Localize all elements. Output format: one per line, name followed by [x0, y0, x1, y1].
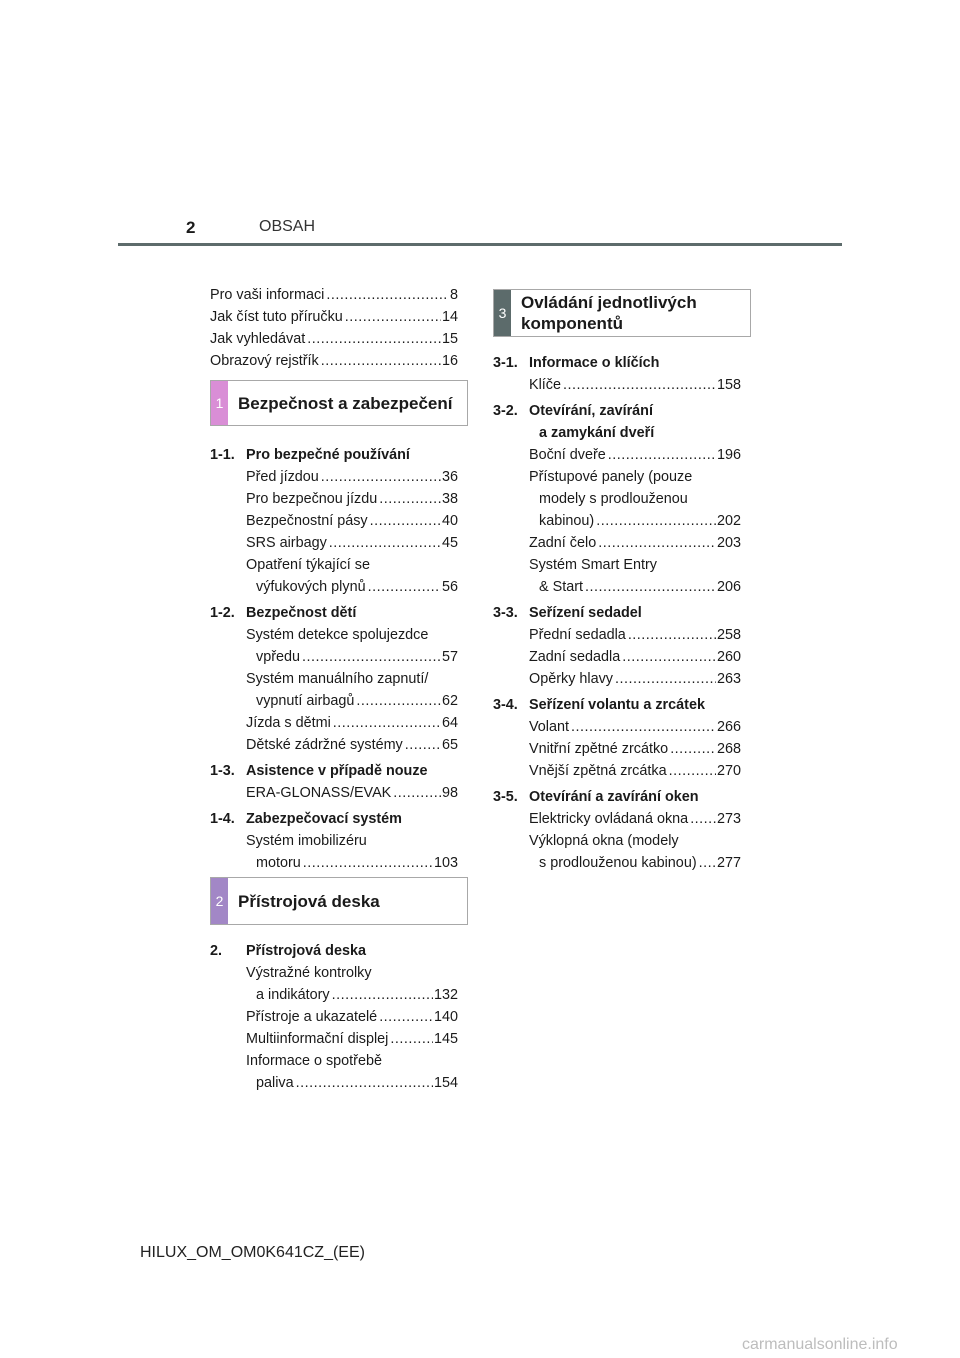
section-number: 3-1. [493, 355, 518, 371]
section-heading[interactable] [210, 760, 458, 782]
toc-entry-label: vypnutí airbagů [256, 693, 355, 709]
toc-entry-label: Přístupové panely (pouze [529, 469, 693, 485]
toc-entry-label: Dětské zádržné systémy [246, 737, 403, 753]
dot-leader [622, 646, 716, 668]
section-title: Bezpečnost dětí [246, 605, 357, 621]
toc-page-number: 40 [441, 513, 458, 529]
dot-leader [379, 1006, 433, 1028]
toc-page-number: 64 [441, 715, 458, 731]
section-title: Přístrojová deska [246, 943, 366, 959]
toc-page-number: 16 [441, 353, 458, 369]
toc-page-number: 277 [716, 855, 741, 871]
toc-entry-label: Přední sedadla [529, 627, 626, 643]
toc-entry-label: Informace o spotřebě [246, 1053, 382, 1069]
section-number: 3-4. [493, 697, 518, 713]
dot-leader [571, 716, 716, 738]
toc-page-number: 8 [449, 287, 458, 303]
dot-leader [356, 690, 441, 712]
toc-page-number: 57 [441, 649, 458, 665]
section-number: 1-4. [210, 811, 235, 827]
toc-entry-label: Klíče [529, 377, 561, 393]
toc-page-number: 260 [716, 649, 741, 665]
section-heading[interactable] [493, 694, 741, 716]
toc-page-number: 203 [716, 535, 741, 551]
toc-page-number: 38 [441, 491, 458, 507]
section-title: Seřízení volantu a zrcátek [529, 697, 705, 713]
dot-leader [379, 488, 441, 510]
toc-entry-label: Zadní čelo [529, 535, 597, 551]
toc-entry[interactable] [246, 668, 458, 712]
toc-page-number: 140 [433, 1009, 458, 1025]
toc-entry-label: Systém manuálního zapnutí/ [246, 671, 429, 687]
toc-entry[interactable] [246, 1050, 458, 1094]
dot-leader [598, 532, 716, 554]
section-heading[interactable] [493, 786, 741, 808]
chapter-2-header [210, 877, 468, 925]
dot-leader [669, 760, 716, 782]
chapter-2-tab: 2 [211, 878, 228, 924]
section-heading[interactable] [210, 444, 458, 466]
chapter-2-sections [210, 936, 458, 1094]
chapter-3-title: Ovládání jednotlivých komponentů [521, 293, 697, 333]
dot-leader [329, 532, 441, 554]
toc-entry[interactable] [529, 716, 741, 738]
section-number: 3-2. [493, 403, 518, 419]
chapter-3-tab: 3 [494, 290, 511, 336]
toc-entry-label: Multiinformační displej [246, 1031, 389, 1047]
document-code-footer: HILUX_OM_OM0K641CZ_(EE) [140, 1244, 365, 1261]
toc-entry-label: Vnitřní zpětné zrcátko [529, 741, 669, 757]
dot-leader [333, 712, 441, 734]
toc-entry[interactable] [529, 808, 741, 830]
toc-page-number: 45 [441, 535, 458, 551]
dot-leader [326, 284, 449, 306]
section-title-continued: a zamykání dveří [539, 425, 655, 441]
section-heading[interactable] [493, 400, 741, 422]
section-title: Otevírání, zavírání [529, 403, 653, 419]
section-heading[interactable] [210, 808, 458, 830]
toc-entry[interactable] [529, 760, 741, 782]
toc-page-number: 263 [716, 671, 741, 687]
toc-entry-label: kabinou) [539, 513, 595, 529]
chapter-1-title: Bezpečnost a zabezpečení [238, 393, 453, 413]
toc-page-number: 62 [441, 693, 458, 709]
section-heading[interactable] [210, 940, 458, 962]
toc-entry-label: Jízda s dětmi [246, 715, 331, 731]
section-heading[interactable] [210, 602, 458, 624]
toc-entry-label: modely s prodlouženou [539, 491, 688, 507]
toc-entry-label: Jak číst tuto příručku [210, 309, 343, 325]
dot-leader [332, 984, 433, 1006]
toc-page-number: 270 [716, 763, 741, 779]
toc-entry-label: Obrazový rejstřík [210, 353, 319, 369]
section-title: Seřízení sedadel [529, 605, 642, 621]
toc-entry-label: Před jízdou [246, 469, 319, 485]
toc-entry-label: Systém detekce spolujezdce [246, 627, 429, 643]
toc-page-number: 132 [433, 987, 458, 1003]
toc-page-number: 145 [433, 1031, 458, 1047]
toc-entry[interactable] [210, 284, 458, 306]
toc-entry-label: Elektricky ovládaná okna [529, 811, 689, 827]
toc-entry[interactable] [529, 374, 741, 396]
toc-entry[interactable] [246, 830, 458, 874]
toc-entry[interactable] [246, 532, 458, 554]
dot-leader [596, 510, 716, 532]
toc-page-number: 154 [433, 1075, 458, 1091]
toc-entry-label: paliva [256, 1075, 294, 1091]
toc-entry[interactable] [529, 444, 741, 466]
toc-page-number: 98 [441, 785, 458, 801]
section-number: 3-3. [493, 605, 518, 621]
chapter-3-header [493, 289, 751, 337]
toc-page-number: 158 [716, 377, 741, 393]
toc-left-column [210, 284, 458, 372]
toc-entry[interactable] [210, 306, 458, 328]
header-rule [118, 243, 842, 246]
toc-entry[interactable] [529, 646, 741, 668]
dot-leader [321, 466, 441, 488]
dot-leader [296, 1072, 433, 1094]
intro-list [210, 284, 458, 372]
dot-leader [302, 646, 441, 668]
toc-entry[interactable] [246, 782, 458, 804]
toc-page-number: 65 [441, 737, 458, 753]
dot-leader [690, 808, 716, 830]
toc-page-number: 103 [433, 855, 458, 871]
toc-entry-label: Zadní sedadla [529, 649, 621, 665]
toc-entry[interactable] [246, 488, 458, 510]
toc-entry-label: Jak vyhledávat [210, 331, 306, 347]
dot-leader [307, 328, 441, 350]
toc-entry-label: Bezpečnostní pásy [246, 513, 368, 529]
dot-leader [370, 510, 441, 532]
toc-entry-label: Systém imobilizéru [246, 833, 367, 849]
toc-page-number: 268 [716, 741, 741, 757]
toc-page-number: 14 [441, 309, 458, 325]
toc-entry[interactable] [529, 554, 741, 598]
toc-entry[interactable] [529, 466, 741, 532]
toc-entry-label: Opatření týkající se [246, 557, 370, 573]
dot-leader [345, 306, 441, 328]
chapter-2-title: Přístrojová deska [238, 891, 380, 911]
toc-page-number: 258 [716, 627, 741, 643]
section-title: Zabezpečovací systém [246, 811, 402, 827]
dot-leader [321, 350, 441, 372]
toc-page-number: 273 [716, 811, 741, 827]
toc-entry[interactable] [529, 532, 741, 554]
section-heading[interactable] [493, 352, 741, 374]
toc-page-number: 56 [441, 579, 458, 595]
toc-entry-label: Vnější zpětná zrcátka [529, 763, 667, 779]
chapter-1-tab: 1 [211, 381, 228, 425]
toc-entry[interactable] [529, 624, 741, 646]
toc-entry[interactable] [529, 738, 741, 760]
toc-entry-label: vpředu [256, 649, 301, 665]
toc-entry-label: Systém Smart Entry [529, 557, 657, 573]
toc-entry-label: & Start [539, 579, 583, 595]
toc-entry-label: Výstražné kontrolky [246, 965, 372, 981]
toc-entry[interactable] [529, 830, 741, 874]
toc-entry-label: Pro bezpečnou jízdu [246, 491, 378, 507]
toc-entry-label: Boční dveře [529, 447, 606, 463]
section-number: 1-3. [210, 763, 235, 779]
section-title: Informace o klíčích [529, 355, 660, 371]
dot-leader [670, 738, 716, 760]
toc-entry-label: s prodlouženou kabinou) [539, 855, 697, 871]
toc-entry[interactable] [246, 510, 458, 532]
dot-leader [615, 668, 716, 690]
toc-entry-label: ERA-GLONASS/EVAK [246, 785, 392, 801]
toc-page-number: 15 [441, 331, 458, 347]
dot-leader [390, 1028, 433, 1050]
dot-leader [699, 852, 716, 874]
section-number: 3-5. [493, 789, 518, 805]
dot-leader [628, 624, 716, 646]
section-title: Pro bezpečné používání [246, 447, 410, 463]
toc-entry-label: výfukových plynů [256, 579, 366, 595]
section-title: Asistence v případě nouze [246, 763, 428, 779]
section-number: 1-1. [210, 447, 235, 463]
toc-entry[interactable] [246, 554, 458, 598]
toc-entry[interactable] [246, 1006, 458, 1028]
toc-entry-label: Pro vaši informaci [210, 287, 325, 303]
dot-leader [608, 444, 716, 466]
toc-entry[interactable] [210, 328, 458, 350]
chapter-1-header [210, 380, 468, 426]
chapter-3-sections [493, 348, 741, 874]
toc-entry[interactable] [210, 350, 458, 372]
toc-entry[interactable] [246, 624, 458, 668]
toc-entry-label: Opěrky hlavy [529, 671, 613, 687]
toc-entry[interactable] [246, 466, 458, 488]
toc-entry-label: Výklopná okna (modely [529, 833, 679, 849]
toc-entry[interactable] [246, 962, 458, 1006]
toc-entry-label: Přístroje a ukazatelé [246, 1009, 378, 1025]
dot-leader [585, 576, 716, 598]
dot-leader [303, 852, 433, 874]
section-heading[interactable] [493, 602, 741, 624]
watermark: carmanualsonline.info [742, 1336, 898, 1353]
toc-page-number: 36 [441, 469, 458, 485]
dot-leader [368, 576, 441, 598]
toc-page-number: 266 [716, 719, 741, 735]
toc-page-number: 202 [716, 513, 741, 529]
toc-entry-label: a indikátory [256, 987, 330, 1003]
section-title: Otevírání a zavírání oken [529, 789, 699, 805]
dot-leader [405, 734, 441, 756]
section-number: 1-2. [210, 605, 235, 621]
toc-entry[interactable] [246, 712, 458, 734]
dot-leader [393, 782, 441, 804]
toc-entry[interactable] [529, 668, 741, 690]
page-number: 2 [186, 218, 196, 237]
page-header-title: OBSAH [259, 218, 316, 235]
toc-page-number: 196 [716, 447, 741, 463]
toc-page-number: 206 [716, 579, 741, 595]
dot-leader [563, 374, 716, 396]
toc-entry[interactable] [246, 1028, 458, 1050]
toc-entry-label: SRS airbagy [246, 535, 327, 551]
toc-entry-label: Volant [529, 719, 570, 735]
section-number: 2. [210, 943, 223, 959]
chapter-1-sections [210, 440, 458, 896]
toc-entry[interactable] [246, 734, 458, 756]
toc-entry-label: motoru [256, 855, 301, 871]
